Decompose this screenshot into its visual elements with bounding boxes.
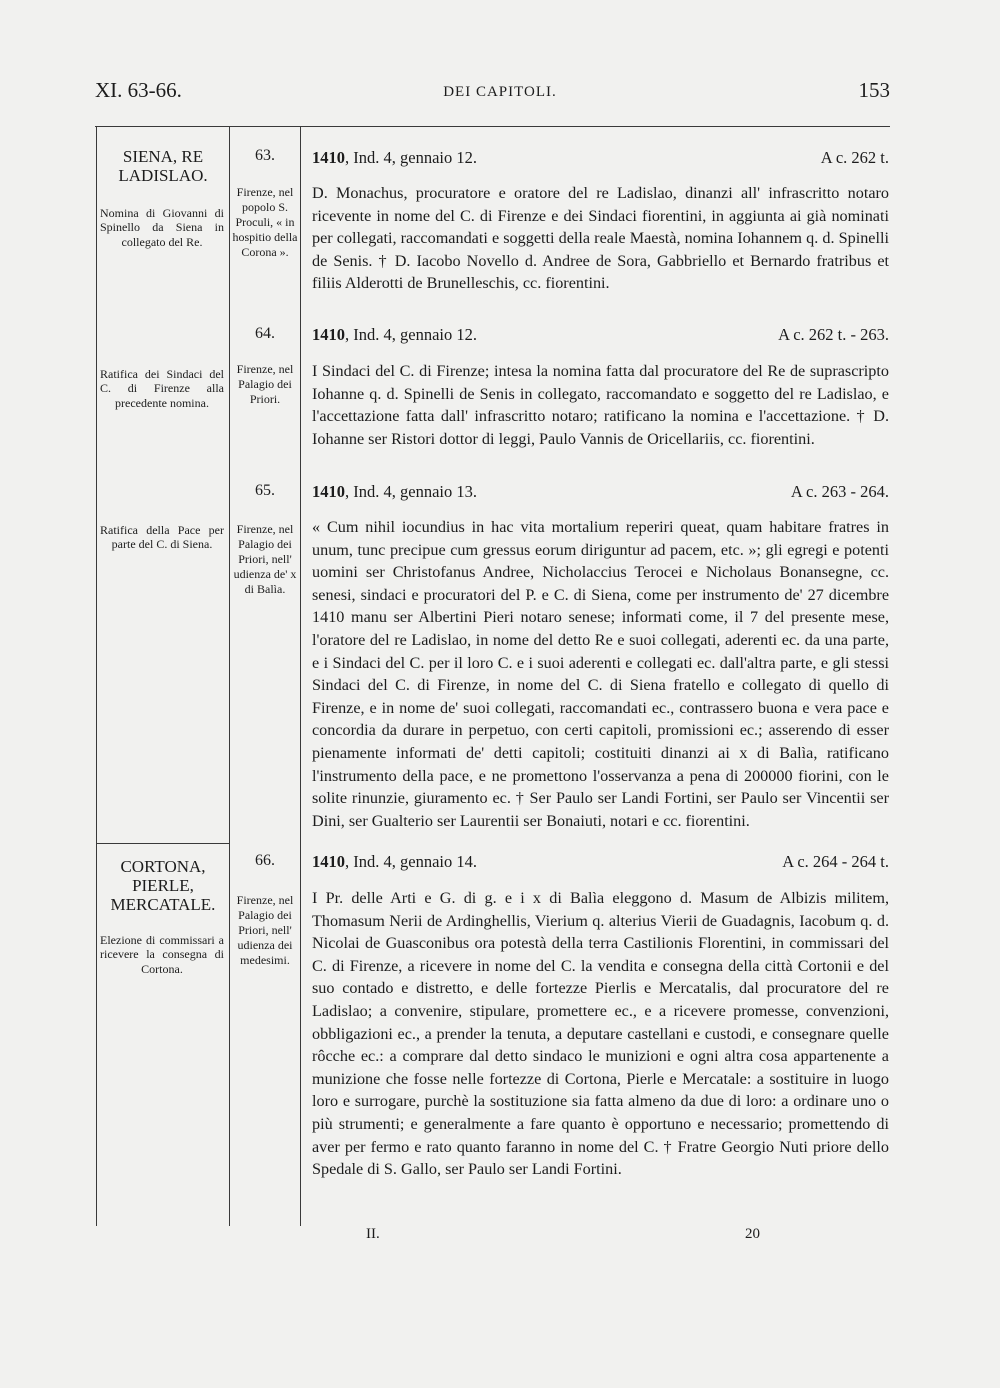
entry-summary: Ratifica della Pace per parte del C. di Siena. <box>100 523 224 552</box>
entry-place: Firenze, nel Palagio dei Priori. <box>236 362 294 406</box>
entry-dateline <box>312 852 889 872</box>
entry-dateline <box>312 325 889 345</box>
entry-place: Firenze, nel popolo S. Proculi, « in hospitio della Corona ». <box>232 185 298 259</box>
entry-summary: Ratifica dei Sindaci del C. di Firenze alla precedente nomina. <box>100 367 224 410</box>
entry-text: « Cum nihil iocundius in hac vita mortalium reperiri queat, quam habitare fratres in unum, tunc precipue cum gressus eorum diriguntur ad pacem, etc. »; gli egregi e potenti uomini ser Christofanus Andree, Nicholaccius Terocei e Nicholaus Bonansegne, cc. senesi, sindaci e procuratori del P. e C. di Siena, come per instrumento de' 27 dicembre 1410 manu ser Albertini Pieri notaro senese; informati come, il 7 del presente mese, l'oratore del re Ladislao, in nome del detto Re e suoi collegati, aderenti ec. da una parte, e i Sindaci del C. per il loro C. e i suoi aderenti e collegati ec. dall'altra parte, e gli stessi Sindaci del C. di Firenze, in nome del C. di Siena fratello e collegato di quello di Firenze, e in nome de' suoi collegati, raccomandati ec., contrassero buona e vera pace e concordia da durare in perpetuo, con certi capitoli, promissioni ec.; asserendo di esser pienamente informati de' detti capitoli; costituiti dinanzi ai x di Balìa, ratificano l'instrumento della pace, e ne promettono l'osservanza a pena di 200000 fiorini, con le solite rinunzie, giuramento ec. † Ser Paulo ser Landi Fortini, ser Paulo ser Vincentii ser Dini, ser Gualterio ser Laurentii ser Bonaiuti, notari e cc. fiorentini. <box>312 518 889 830</box>
sheet-number: 20 <box>745 1226 760 1242</box>
entry-year: 1410 <box>312 148 345 167</box>
entry-date: , Ind. 4, gennaio 12. <box>345 325 477 344</box>
running-head-title: DEI CAPITOLI. <box>443 84 557 100</box>
entry-reference: A c. 262 t. <box>820 148 889 167</box>
entry-summary: Elezione di commissari a ricevere la consegna di Cortona. <box>100 933 224 976</box>
entry-dateline <box>312 148 889 168</box>
section-rule <box>96 843 229 844</box>
entry-number: 63. <box>255 147 275 164</box>
top-rule <box>95 126 890 127</box>
entry-date: , Ind. 4, gennaio 14. <box>345 852 477 871</box>
margin-rule-left <box>96 126 97 1226</box>
entry-text: I Pr. delle Arti e G. di g. e i x di Balìa eleggono d. Masum de Albizis militem, Thomasum Nerii de Ardinghellis, Vierium q. alterius Vierii de Guadagnis, Iacobum q. d. Nicolai de Guasconibus ora potestà della terra Castilionis Florentini, in commissari del C. di Firenze, a ricevere in nome del C. la vendita e consegna della città Cortonii e del suo contado e distretto, e delle fortezze Pierlis e Mercatalis, dal procuratore del re Ladislao; a convenire, stipulare, promettere ec., e a ricevere promesse, convenzioni, obbligazioni ec., a prender la tenuta, a deputare castellani e custodi, e consegnare quelle rôcche ec.: a comprare dal detto sindaco le munizioni e ogni altra cosa appartenente a munizione che fosse nelle fortezze di Cortona, Pierle e Mercatale: a sostituire in luogo loro e surrogare, purchè la sostituzione sia fatta almeno da due di loro: a ordinare uno o più strumenti; e generalmente a fare quanto è opportuno e necessario; promettendo di aver per fermo e rato quanto faranno in nome del C. † Fratre Georgio Nuti priore dello Spedale di S. Gallo, ser Paulo ser Landi Fortini. <box>312 889 889 1179</box>
margin-rule-right <box>300 126 301 1226</box>
entry-topic: SIENA, RE LADISLAO. <box>118 147 208 185</box>
entry-place: Firenze, nel Palagio dei Priori, nell' udienza dei medesimi. <box>236 893 294 967</box>
margin-rule-middle <box>229 126 230 1226</box>
entry-date: , Ind. 4, gennaio 13. <box>345 482 477 501</box>
entry-date: , Ind. 4, gennaio 12. <box>345 148 477 167</box>
entry-topic: CORTONA, PIERLE, MERCATALE. <box>110 857 216 914</box>
entry-number: 65. <box>255 482 275 499</box>
signature-mark: II. <box>366 1226 380 1242</box>
entry-summary: Nomina di Giovanni di Spinello da Siena in collegato del Re. <box>100 206 224 249</box>
entry-text: I Sindaci del C. di Firenze; intesa la nomina fatta dal procuratore del Re de suprascripto Iohanne q. d. Spinelli de Senis in collegato, raccomandato e soggetto del re Ladislao, e l'accettazione fatta dall' infrascritto notaro; ratificano la nomina e l'accettazione. † D. Iohanne ser Ristori dottor di leggi, Paulo Vannis de Oricellariis, cc. fiorentini. <box>312 362 889 448</box>
entry-place: Firenze, nel Palagio dei Priori, nell' udienza de' x di Balìa. <box>233 522 297 596</box>
entry-year: 1410 <box>312 325 345 344</box>
entry-number: 66. <box>255 852 275 869</box>
entry-reference: A c. 262 t. - 263. <box>778 325 889 344</box>
entry-reference: A c. 263 - 264. <box>790 482 889 501</box>
page-number: 153 <box>858 78 890 102</box>
running-head-section: XI. 63-66. <box>95 78 182 102</box>
entry-year: 1410 <box>312 482 345 501</box>
entry-number: 64. <box>255 325 275 342</box>
entry-year: 1410 <box>312 852 345 871</box>
entry-dateline <box>312 482 889 502</box>
entry-text: D. Monachus, procuratore e oratore del re Ladislao, dinanzi all' infrascritto notaro ricevente in nome del C. di Firenze e dei Sindaci fiorentini, in aggiunta ai già nominati per collegati, raccomandati e soggetti della reale Maestà, nomina Iohannem q. d. Spinelli de Senis. † D. Iacobo Novello d. Andree de Sora, Gabbriello et Bernardo fratribus et filiis Alderotti de Brunelleschis, cc. fiorentini. <box>312 184 889 293</box>
entry-reference: A c. 264 - 264 t. <box>782 852 889 871</box>
